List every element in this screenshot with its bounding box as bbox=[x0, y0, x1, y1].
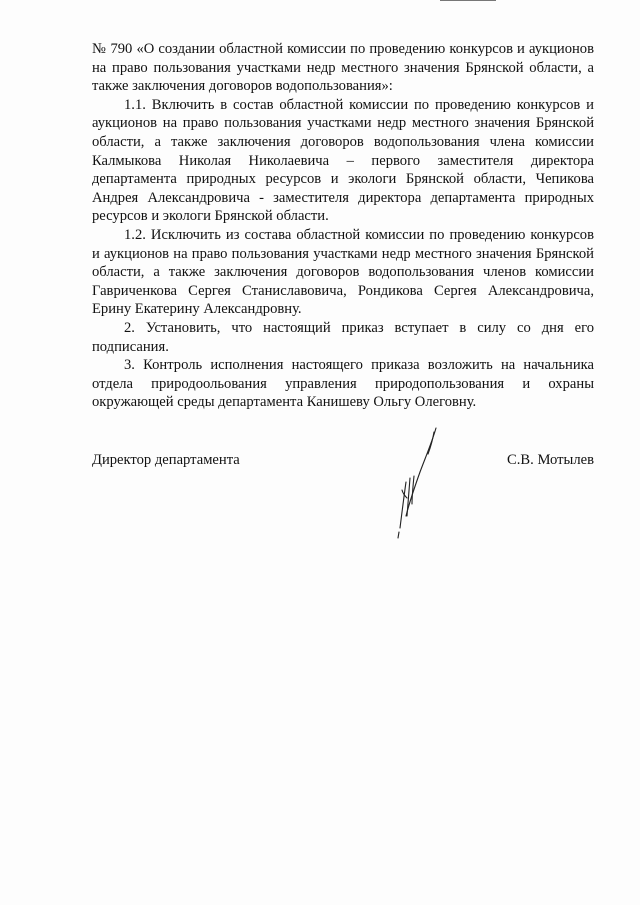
paragraph-item-1-2: 1.2. Исключить из состава областной комиссии по проведению конкурсов и аукционов на право пользования участками недр местного значения Брянской области, а также заключения договоров водопользования членов комиссии Гавриченкова Сергея Станиславовича, Рондикова Сергея Александровича, Ерину Екатерину Александровну. bbox=[92, 226, 594, 318]
paragraph-order-reference: № 790 «О создании областной комиссии по проведению конкурсов и аукционов на право пользования участками недр местного значения Брянской области, а также заключения договоров водопользования»: bbox=[92, 41, 594, 95]
paragraph-item-3: 3. Контроль исполнения настоящего приказа возложить на начальника отдела природоольования управления природопользования и охраны окружающей среды департамента Канишеву Ольгу Олеговну. bbox=[92, 357, 594, 411]
handwritten-signature bbox=[388, 420, 448, 550]
scan-edge-mark bbox=[440, 0, 496, 4]
paragraph-item-2: 2. Установить, что настоящий приказ вступает в силу со дня его подписания. bbox=[92, 319, 594, 355]
signatory-position: Директор департамента bbox=[92, 452, 240, 468]
paragraph-item-1-1: 1.1. Включить в состав областной комиссии по проведению конкурсов и аукционов на право пользования участками недр местного значения Брянской области, а также заключения договоров водопользования члена комиссии Калмыкова Николая Николаевича – первого заместителя директора департамента природных ресурсов и экологи Брянской области, Чепикова Андрея Александровича - заместителя директора департамента природных ресурсов и экологи Брянской области. bbox=[92, 96, 594, 225]
signatory-name: С.В. Мотылев bbox=[507, 452, 594, 468]
document-body bbox=[92, 40, 594, 412]
